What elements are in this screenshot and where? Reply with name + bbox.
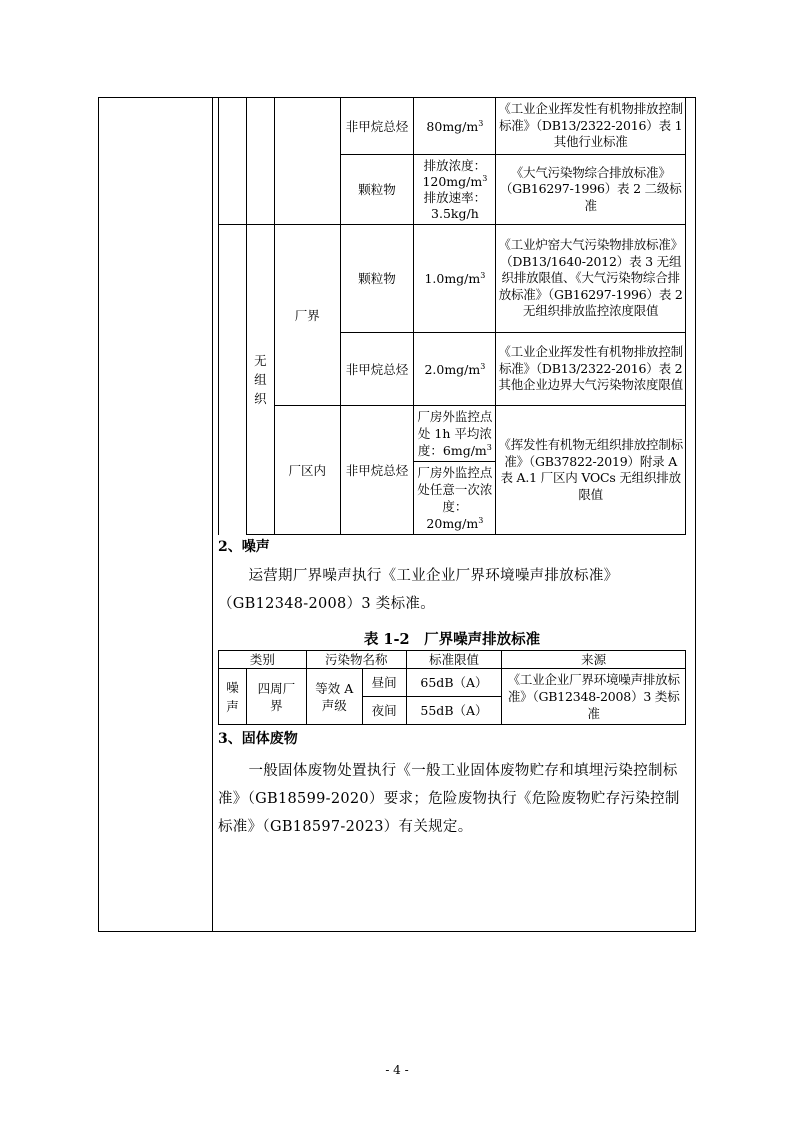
- source-cell: 《挥发性有机物无组织排放控制标准》（GB37822-2019）附录 A 表 A.1 厂区内 VOCs 无组织排放限值: [496, 406, 686, 535]
- noise-table-caption: 表 1-2 厂界噪声排放标准: [363, 631, 541, 648]
- pollutant-cell: 非甲烷总烃: [340, 406, 414, 535]
- pollutant-cell: 颗粒物: [340, 225, 414, 333]
- night-value: 55dB（A）: [406, 697, 502, 725]
- header-source: 来源: [502, 651, 686, 669]
- noise-standard-table: [218, 650, 686, 725]
- day-label: 昼间: [362, 669, 406, 697]
- table-header-row: [219, 651, 686, 669]
- noise-source: 《工业企业厂界环境噪声排放标准》（GB12348-2008）3 类标准: [502, 669, 686, 725]
- source-cell: 《工业炉窑大气污染物排放标准》（DB13/1640-2012）表 3 无组织排放限值、《大气污染物综合排放标准》（GB16297-1996）表 2 无组织排放监控浓度限值: [496, 225, 686, 333]
- frame-divider: [212, 98, 213, 931]
- noise-category: 噪声: [219, 669, 247, 725]
- page-number: - 4 -: [385, 1063, 409, 1077]
- limit-cell: 排放浓度： $120mg/m^3$ 排放速率： 3.5kg/h: [414, 155, 496, 225]
- source-cell: 《大气污染物综合排放标准》（GB16297-1996）表 2 二级标准: [496, 155, 686, 225]
- source-cell: 《工业企业挥发性有机物排放控制标准》（DB13/2322-2016）表 1 其他行业标准: [496, 98, 686, 155]
- header-category: 类别: [219, 651, 307, 669]
- in-plant-label: 厂区内: [274, 406, 340, 535]
- unorganized-label: 无组织: [246, 225, 274, 535]
- noise-area: 四周厂界: [246, 669, 306, 725]
- pollutant-cell: 非甲烷总烃: [340, 98, 414, 155]
- table-row: [219, 225, 686, 333]
- day-value: 65dB（A）: [406, 669, 502, 697]
- limit-cell: 厂房外监控点处 1h 平均浓度：$6mg/m^3$ 厂房外监控点处任意一次浓度：$20mg/m^3$: [414, 406, 496, 535]
- table-row: [219, 669, 686, 697]
- header-limit: 标准限值: [406, 651, 502, 669]
- noise-paragraph: 运营期厂界噪声执行《工业企业厂界环境噪声排放标准》（GB12348-2008）3 类标准。: [218, 568, 619, 612]
- source-cell: 《工业企业挥发性有机物排放控制标准》（DB13/2322-2016）表 2 其他企业边界大气污染物浓度限值: [496, 333, 686, 406]
- night-label: 夜间: [362, 697, 406, 725]
- air-emission-table: [218, 97, 686, 535]
- limit-cell: $1.0mg/m^3$: [414, 225, 496, 333]
- table-row: [219, 98, 686, 155]
- factory-boundary-label: 厂界: [274, 225, 340, 406]
- header-pollutant: 污染物名称: [306, 651, 406, 669]
- pollutant-cell: 非甲烷总烃: [340, 333, 414, 406]
- noise-pollutant: 等效 A 声级: [306, 669, 362, 725]
- pollutant-cell: 颗粒物: [340, 155, 414, 225]
- noise-heading: 2、噪声: [218, 539, 270, 555]
- table-row: [219, 406, 686, 535]
- limit-cell: $2.0mg/m^3$: [414, 333, 496, 406]
- limit-cell: $80mg/m^3$: [414, 98, 496, 155]
- solid-waste-paragraph: 一般固体废物处置执行《一般工业固体废物贮存和填埋污染控制标准》（GB18599-2020）要求；危险废物执行《危险废物贮存污染控制标准》（GB18597-2023）有关规定。: [218, 763, 680, 835]
- solid-waste-heading: 3、固体废物: [218, 731, 298, 747]
